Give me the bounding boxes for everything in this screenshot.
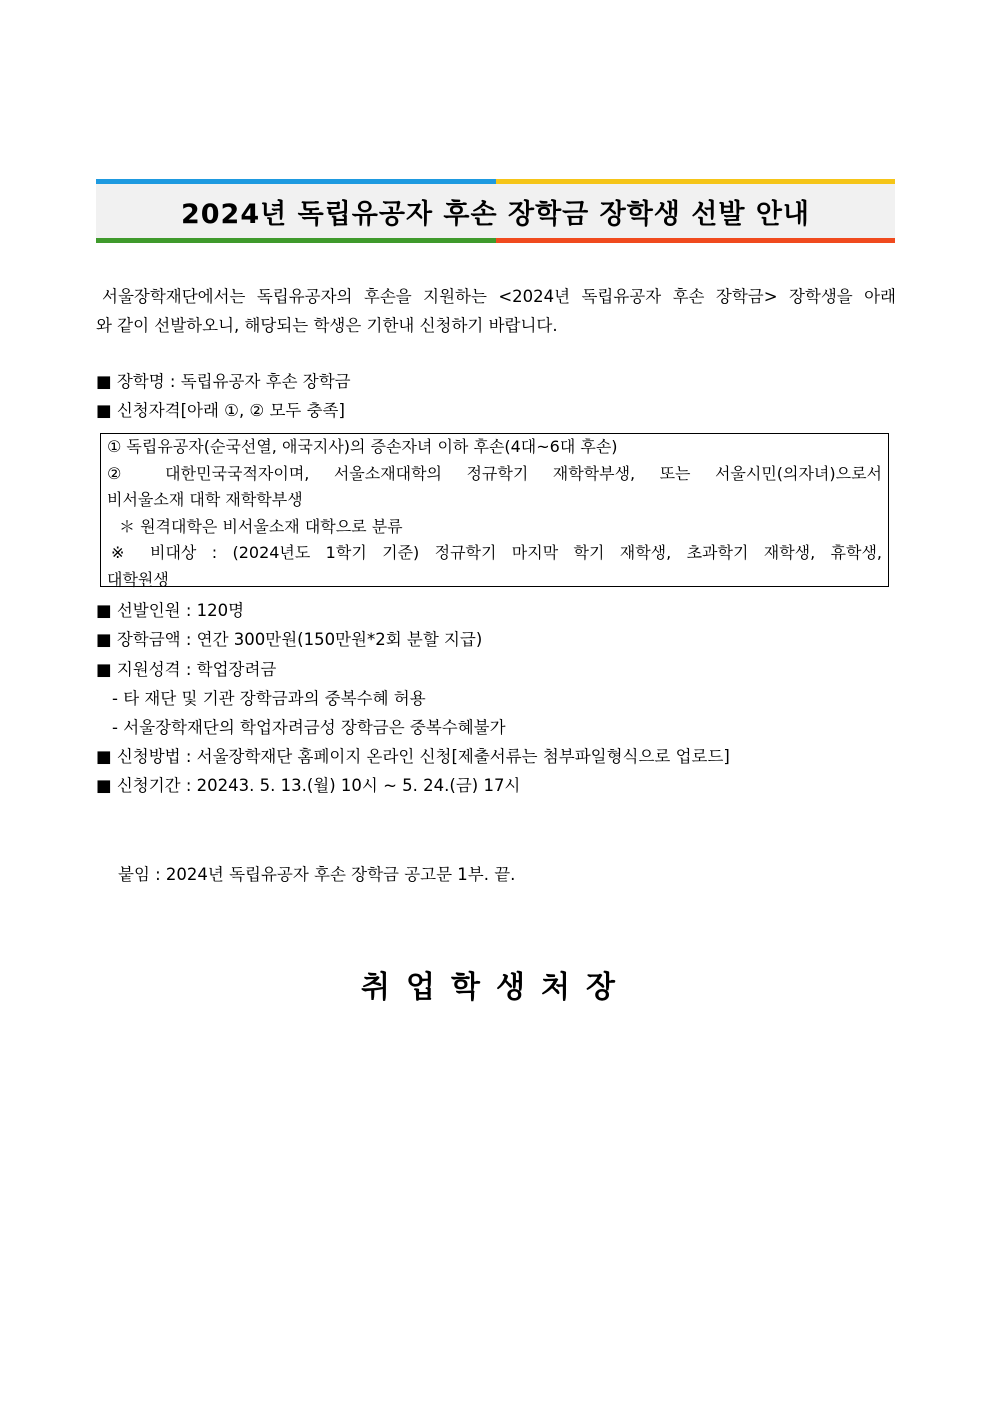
criteria-2-line-1: ② 대한민국국적자이며, 서울소재대학의 정규학기 재학학부생, 또는 서울시민(의자녀)으로서 [107, 463, 882, 483]
header-bar-red [496, 238, 895, 243]
item-support-nature: ■ 지원성격 : 학업장려금 [96, 660, 277, 679]
page-title: 2024년 독립유공자 후손 장학금 장학생 선발 안내 [180, 198, 811, 230]
issuer-signature: 취업학생처장 [361, 970, 631, 1005]
item-qualification: ■ 신청자격[아래 ①, ② 모두 충족] [96, 401, 345, 420]
criteria-1: ① 독립유공자(순국선열, 애국지사)의 증손자녀 이하 후손(4대~6대 후손) [107, 437, 618, 456]
item-scholarship-amount: ■ 장학금액 : 연간 300만원(150만원*2회 분할 지급) [96, 630, 483, 649]
item-selection-count: ■ 선발인원 : 120명 [96, 601, 245, 620]
intro-paragraph [96, 282, 896, 340]
criteria-exclusion-line-2: 대학원생 [107, 569, 169, 589]
intro-line-1: 서울장학재단에서는 독립유공자의 후손을 지원하는 <2024년 독립유공자 후손 장학금> 장학생을 아래 [102, 287, 896, 306]
item-scholarship-name: ■ 장학명 : 독립유공자 후손 장학금 [96, 372, 351, 391]
criteria-exclusion-line-1: ※ 비대상 : (2024년도 1학기 기준) 정규학기 마지막 학기 재학생, 초과학기 재학생, 휴학생, [111, 543, 882, 562]
criteria-note: ＊ 원격대학은 비서울소재 대학으로 분류 [119, 516, 403, 536]
header-bar-green [96, 238, 496, 243]
item-support-nature-sub-2: - 서울장학재단의 학업자려금성 장학금은 중복수혜불가 [112, 718, 506, 737]
criteria-box [100, 433, 889, 587]
attachment-note: 붙임 : 2024년 독립유공자 후손 장학금 공고문 1부. 끝. [118, 865, 516, 884]
item-support-nature-sub-1: - 타 재단 및 기관 장학금과의 중복수혜 허용 [112, 689, 426, 708]
title-band [96, 184, 895, 238]
intro-line-2: 와 같이 선발하오니, 해당되는 학생은 기한내 신청하기 바랍니다. [96, 316, 558, 335]
criteria-2-line-2: 비서울소재 대학 재학학부생 [107, 490, 303, 509]
item-application-method: ■ 신청방법 : 서울장학재단 홈페이지 온라인 신청[제출서류는 첨부파일형식으로 업로드] [96, 747, 730, 766]
item-application-period: ■ 신청기간 : 20243. 5. 13.(월) 10시 ~ 5. 24.(금) 17시 [96, 776, 521, 795]
